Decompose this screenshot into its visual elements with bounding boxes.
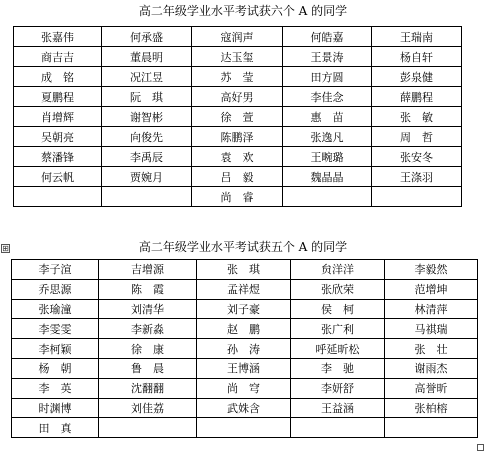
student-name-cell[interactable]: 陈鹏泽: [192, 127, 283, 147]
student-name-cell[interactable]: 孟祥煜: [197, 279, 291, 299]
student-name-cell[interactable]: 呼延昕松: [291, 339, 385, 359]
table-move-handle-icon[interactable]: ⊞: [2, 244, 9, 253]
student-name-cell[interactable]: 高誉昕: [385, 378, 478, 398]
student-name-cell[interactable]: 马祺瑞: [385, 319, 478, 339]
five-a-table-body: [12, 260, 478, 438]
student-name-cell[interactable]: 李 驰: [291, 358, 385, 378]
six-a-title: 高二年级学业水平考试获六个 A 的同学: [138, 4, 348, 18]
student-name-cell[interactable]: 商吉吉: [14, 47, 102, 67]
table-row: [14, 107, 462, 127]
student-name-cell[interactable]: 田 真: [12, 418, 99, 438]
student-name-cell[interactable]: 薛鹏程: [372, 87, 462, 107]
student-name-cell[interactable]: 魏晶晶: [283, 167, 372, 187]
five-a-table[interactable]: [11, 259, 478, 438]
student-name-cell[interactable]: 尚 睿: [192, 187, 283, 207]
table-row: [14, 67, 462, 87]
table-row: [12, 260, 478, 280]
student-name-cell[interactable]: [291, 418, 385, 438]
table-resize-handle-icon[interactable]: [477, 444, 484, 451]
student-name-cell[interactable]: 李毅然: [385, 260, 478, 280]
student-name-cell[interactable]: 张 敏: [372, 107, 462, 127]
student-name-cell[interactable]: 何云帆: [14, 167, 102, 187]
table-row: [14, 87, 462, 107]
student-name-cell[interactable]: 苏 莹: [192, 67, 283, 87]
student-name-cell[interactable]: 何皓嘉: [283, 27, 372, 47]
student-name-cell[interactable]: 李 英: [12, 378, 99, 398]
student-name-cell[interactable]: 惠 苗: [283, 107, 372, 127]
student-name-cell[interactable]: 李子渲: [12, 260, 99, 280]
student-name-cell[interactable]: 徐 康: [99, 339, 197, 359]
student-name-cell[interactable]: 蔡潘锋: [14, 147, 102, 167]
student-name-cell[interactable]: 张欣荣: [291, 279, 385, 299]
student-name-cell[interactable]: 孙 涛: [197, 339, 291, 359]
student-name-cell[interactable]: 周 哲: [372, 127, 462, 147]
student-name-cell[interactable]: 时渊博: [12, 398, 99, 418]
student-name-cell[interactable]: [372, 187, 462, 207]
table-row: [12, 378, 478, 398]
student-name-cell[interactable]: 寇润声: [192, 27, 283, 47]
five-a-section: [0, 236, 486, 453]
student-name-cell[interactable]: 李雯雯: [12, 319, 99, 339]
student-name-cell[interactable]: 向俊先: [102, 127, 192, 147]
student-name-cell[interactable]: 王畹璐: [283, 147, 372, 167]
student-name-cell[interactable]: 林清萍: [385, 299, 478, 319]
student-name-cell[interactable]: 贾婉月: [102, 167, 192, 187]
table-row: [14, 47, 462, 67]
student-name-cell[interactable]: [283, 187, 372, 207]
student-name-cell[interactable]: 侯 柯: [291, 299, 385, 319]
student-name-cell[interactable]: 田方圆: [283, 67, 372, 87]
student-name-cell[interactable]: 吕 毅: [192, 167, 283, 187]
student-name-cell[interactable]: 杨自轩: [372, 47, 462, 67]
six-a-table-body: [14, 27, 462, 207]
table-row: [12, 299, 478, 319]
student-name-cell[interactable]: 张嘉伟: [14, 27, 102, 47]
table-row: [14, 147, 462, 167]
table-row: [12, 279, 478, 299]
student-name-cell[interactable]: 李佳念: [283, 87, 372, 107]
student-name-cell[interactable]: 张柏榕: [385, 398, 478, 418]
student-name-cell[interactable]: 何承盛: [102, 27, 192, 47]
student-name-cell[interactable]: 赵 鹏: [197, 319, 291, 339]
student-name-cell[interactable]: 沈翻翻: [99, 378, 197, 398]
student-name-cell[interactable]: 张逸凡: [283, 127, 372, 147]
table-row: [12, 398, 478, 418]
student-name-cell[interactable]: 袁 欢: [192, 147, 283, 167]
student-name-cell[interactable]: 阮 琪: [102, 87, 192, 107]
student-name-cell[interactable]: 吉增源: [99, 260, 197, 280]
student-name-cell[interactable]: 刘清华: [99, 299, 197, 319]
student-name-cell[interactable]: 王涤羽: [372, 167, 462, 187]
table-row: [14, 27, 462, 47]
six-a-section: [0, 0, 486, 212]
student-name-cell[interactable]: 成 铭: [14, 67, 102, 87]
table-row: [14, 187, 462, 207]
student-name-cell[interactable]: 乔思源: [12, 279, 99, 299]
table-row: [12, 418, 478, 438]
five-a-title: 高二年级学业水平考试获五个 A 的同学: [138, 240, 348, 254]
student-name-cell[interactable]: 王益涵: [291, 398, 385, 418]
student-name-cell[interactable]: 夏鹏程: [14, 87, 102, 107]
student-name-cell[interactable]: 况江昱: [102, 67, 192, 87]
student-name-cell[interactable]: [385, 418, 478, 438]
student-name-cell[interactable]: 陈 霞: [99, 279, 197, 299]
table-row: [12, 339, 478, 359]
student-name-cell[interactable]: 吴朝亮: [14, 127, 102, 147]
student-name-cell[interactable]: 张瑜潼: [12, 299, 99, 319]
student-name-cell[interactable]: 高好男: [192, 87, 283, 107]
student-name-cell[interactable]: 肖增辉: [14, 107, 102, 127]
table-row: [14, 167, 462, 187]
student-name-cell[interactable]: 徐 萱: [192, 107, 283, 127]
student-name-cell[interactable]: 尚 穹: [197, 378, 291, 398]
student-name-cell[interactable]: 达玉玺: [192, 47, 283, 67]
student-name-cell[interactable]: [99, 418, 197, 438]
student-name-cell[interactable]: 谢雨杰: [385, 358, 478, 378]
student-name-cell[interactable]: [102, 187, 192, 207]
student-name-cell[interactable]: 张广利: [291, 319, 385, 339]
student-name-cell[interactable]: 彭泉健: [372, 67, 462, 87]
table-row: [12, 358, 478, 378]
student-name-cell[interactable]: 范增坤: [385, 279, 478, 299]
six-a-table[interactable]: [13, 26, 462, 207]
student-name-cell[interactable]: 刘子豪: [197, 299, 291, 319]
student-name-cell[interactable]: 李新淼: [99, 319, 197, 339]
student-name-cell[interactable]: 谢智彬: [102, 107, 192, 127]
table-row: [12, 319, 478, 339]
student-name-cell[interactable]: 贠洋洋: [291, 260, 385, 280]
table-row: [14, 127, 462, 147]
student-name-cell[interactable]: 李禹辰: [102, 147, 192, 167]
student-name-cell[interactable]: 刘佳荔: [99, 398, 197, 418]
student-name-cell[interactable]: 李妍舒: [291, 378, 385, 398]
student-name-cell[interactable]: [14, 187, 102, 207]
student-name-cell[interactable]: 董晨明: [102, 47, 192, 67]
student-name-cell[interactable]: 王博涵: [197, 358, 291, 378]
student-name-cell[interactable]: 张 琪: [197, 260, 291, 280]
student-name-cell[interactable]: 李柯颖: [12, 339, 99, 359]
student-name-cell[interactable]: 鲁 晨: [99, 358, 197, 378]
student-name-cell[interactable]: 武姝含: [197, 398, 291, 418]
student-name-cell[interactable]: 王景涛: [283, 47, 372, 67]
student-name-cell[interactable]: 张安冬: [372, 147, 462, 167]
student-name-cell[interactable]: 张 壮: [385, 339, 478, 359]
student-name-cell[interactable]: 王瑞南: [372, 27, 462, 47]
student-name-cell[interactable]: 杨 朝: [12, 358, 99, 378]
student-name-cell[interactable]: [197, 418, 291, 438]
